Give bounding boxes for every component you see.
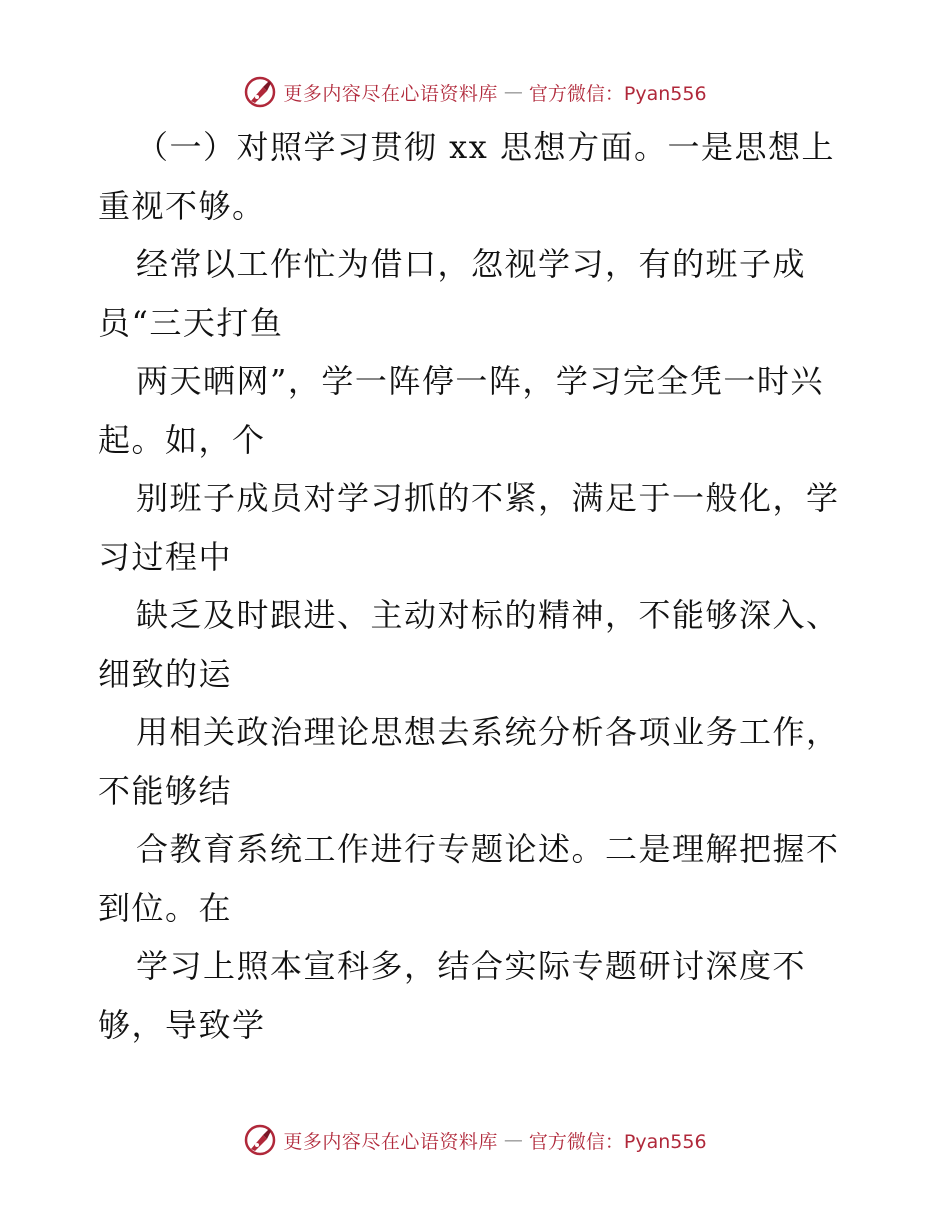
body-line: 合教育系统工作进行专题论述。二是理解把握不 — [136, 830, 840, 868]
body-line: 用相关政治理论思想去系统分析各项业务工作， — [136, 713, 840, 751]
body-line: 别班子成员对学习抓的不紧，满足于一般化，学 — [136, 479, 840, 517]
header-separator: — — [503, 81, 523, 103]
footer-separator: — — [503, 1129, 523, 1151]
body-line: 起。如，个 — [98, 420, 266, 459]
footer-contact-text: 官方微信：Pyan556 — [528, 1130, 707, 1153]
body-line: 习过程中 — [98, 537, 233, 576]
body-line: 员“三天打鱼 — [98, 303, 284, 342]
document-body — [98, 118, 858, 1054]
body-line: 两天晒网”，学一阵停一阵，学习完全凭一时兴 — [136, 362, 824, 400]
footer-watermark — [0, 1120, 950, 1160]
footer-brand-text: 更多内容尽在心语资料库 — [283, 1130, 498, 1153]
pen-nib-logo-icon — [243, 1123, 277, 1157]
header-contact-text: 官方微信：Pyan556 — [528, 82, 707, 105]
pen-nib-logo-icon — [243, 75, 277, 109]
body-line: 细致的运 — [98, 654, 233, 693]
header-watermark — [0, 72, 950, 112]
body-line: 够，导致学 — [98, 1005, 266, 1044]
body-line: 经常以工作忙为借口，忽视学习，有的班子成 — [136, 245, 807, 283]
body-line: 重视不够。 — [98, 186, 266, 225]
body-line: 学习上照本宣科多，结合实际专题研讨深度不 — [136, 947, 807, 985]
body-line: 到位。在 — [98, 888, 233, 927]
body-line: （一）对照学习贯彻 xx 思想方面。一是思想上 — [136, 128, 835, 166]
header-brand-text: 更多内容尽在心语资料库 — [283, 82, 498, 105]
body-line: 缺乏及时跟进、主动对标的精神，不能够深入、 — [136, 596, 840, 634]
body-line: 不能够结 — [98, 771, 233, 810]
